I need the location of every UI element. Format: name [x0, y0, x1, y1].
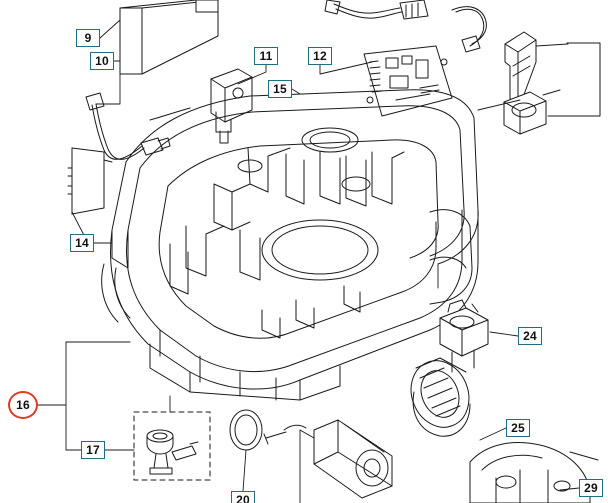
- callout-10[interactable]: 10: [90, 52, 114, 70]
- callout-20[interactable]: 20: [231, 491, 255, 503]
- callout-12[interactable]: 12: [308, 47, 332, 65]
- callout-11[interactable]: 11: [254, 47, 278, 65]
- callout-16[interactable]: 16: [8, 391, 38, 419]
- callout-24[interactable]: 24: [518, 327, 542, 345]
- callout-25[interactable]: 25: [506, 419, 530, 437]
- part-cover-strip: [120, 0, 218, 74]
- part-side-plate: [68, 148, 112, 214]
- part-cable-assembly-top: [325, 0, 486, 52]
- part-key-and-socket: [504, 32, 600, 134]
- callout-9[interactable]: 9: [76, 29, 100, 47]
- callout-15[interactable]: 15: [268, 80, 292, 98]
- part-detail-inset: [134, 412, 210, 480]
- callout-29[interactable]: 29: [579, 479, 603, 497]
- callout-17[interactable]: 17: [81, 441, 105, 459]
- part-cutter-motor: [230, 410, 392, 498]
- part-sensor-block: [211, 69, 252, 143]
- callout-14[interactable]: 14: [70, 234, 94, 252]
- part-wiring-harness-small: [86, 93, 190, 159]
- part-main-chassis: [102, 90, 478, 400]
- callout-leader-lines: [38, 20, 579, 503]
